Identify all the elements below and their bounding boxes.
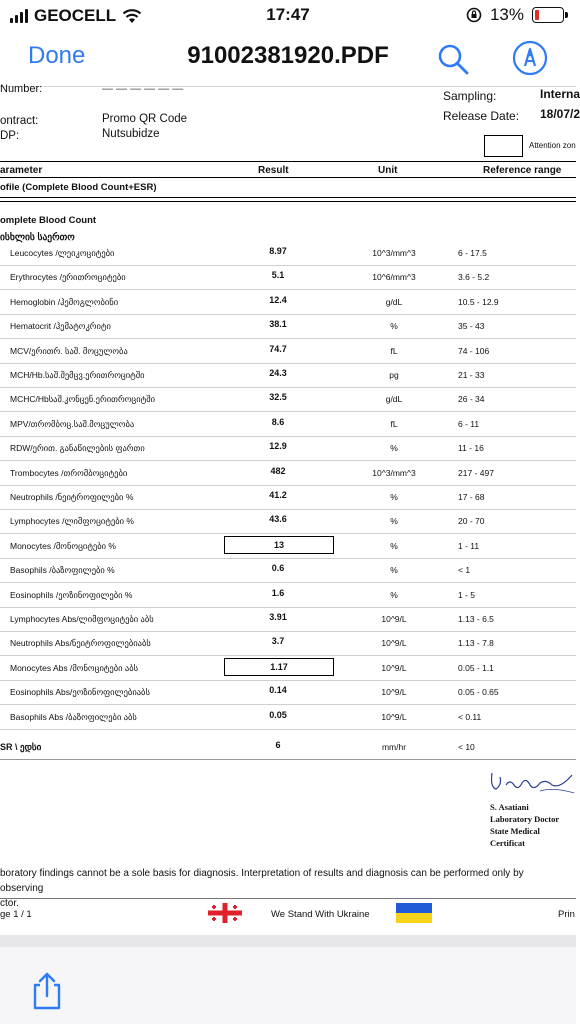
signature-block: [490, 801, 576, 849]
row-reference: 3.6 - 5.2: [458, 272, 490, 283]
doctor-name: S. Asatiani: [490, 802, 529, 812]
col-reference: Reference range: [483, 165, 562, 176]
row-unit: 10^9/L: [381, 687, 407, 698]
row-reference: 11 - 16: [458, 443, 484, 454]
row-parameter: MPV/თრომბოც.საშ.მოცულობა: [10, 418, 135, 429]
contract-label: ontract:: [0, 115, 39, 127]
row-reference: < 1: [458, 565, 471, 576]
row-parameter: RDW/ერით. განაწილების ფართი: [10, 443, 145, 454]
nav-bar: [0, 30, 576, 87]
row-parameter: MCHC/Hbსაშ.კონცენ.ერითროციტში: [10, 394, 156, 405]
row-parameter: Basophils Abs /ბაზოფილები აბს: [10, 711, 137, 722]
battery-icon: [532, 7, 564, 23]
row-parameter: MCH/Hb.საშ.შემცვ.ერითროციტში: [10, 370, 145, 380]
row-result: 1.17: [224, 658, 334, 676]
row-result: 43.6: [269, 514, 287, 525]
row-reference: 20 - 70: [458, 516, 485, 527]
release-date-label: Release Date:: [443, 109, 520, 123]
doctor-certificate: State Medical Certificat: [490, 826, 540, 848]
ukraine-flag-icon: [396, 903, 432, 923]
disclaimer: [0, 866, 560, 911]
divider: [0, 161, 576, 162]
divider: [0, 177, 576, 178]
row-parameter: Hemoglobin /ჰემოგლობინი: [10, 296, 119, 307]
battery-percent: 13%: [489, 5, 524, 24]
row-result: 3.91: [269, 612, 287, 622]
row-reference: 10.5 - 12.9: [458, 296, 499, 307]
table-row: [0, 290, 576, 315]
footer-slogan: We Stand With Ukraine: [271, 909, 370, 920]
row-result: 8.6: [271, 416, 285, 427]
row-parameter: Monocytes /მონოციტები %: [10, 540, 116, 551]
row-result: 1.6: [271, 587, 285, 598]
row-parameter: Hematocrit /ჰემატოკრიტი: [10, 321, 111, 332]
sampling-label: Sampling:: [443, 89, 497, 103]
row-unit: 10^9/L: [381, 662, 407, 673]
row-reference: < 0.11: [458, 711, 482, 722]
row-unit: 10^3/mm^3: [372, 467, 416, 478]
row-unit: 10^9/L: [381, 614, 407, 624]
row-unit: pg: [389, 370, 399, 380]
row-result: 74.7: [269, 343, 287, 354]
table-row: [0, 363, 576, 388]
row-reference: 6 - 11: [458, 418, 480, 429]
row-parameter: Monocytes Abs /მონოციტები აბს: [10, 662, 139, 673]
divider: [0, 197, 576, 198]
row-unit: fL: [390, 418, 398, 429]
table-row: [0, 631, 576, 656]
release-date-value: 18/07/2: [540, 107, 580, 121]
row-parameter: Eosinophils Abs/ეოზინოფილებიაბს: [10, 687, 150, 698]
row-reference: 17 - 68: [458, 492, 485, 502]
sampling-value: Interna: [540, 87, 580, 101]
row-unit: %: [390, 516, 398, 527]
esr-ref: < 10: [458, 742, 475, 752]
row-parameter: Neutrophils Abs/ნეიტროფილებიაბს: [10, 638, 151, 649]
row-result: 12.9: [269, 441, 287, 452]
row-result: 13: [224, 536, 334, 554]
row-unit: %: [390, 492, 398, 502]
row-reference: 0.05 - 1.1: [458, 662, 494, 673]
table-row: [0, 265, 576, 290]
row-parameter: Neutrophils /ნეიტროფილები %: [10, 492, 134, 502]
table-row: [0, 461, 576, 486]
table-row: [0, 680, 576, 705]
table-row: [0, 485, 576, 510]
georgia-flag-icon: [208, 903, 242, 923]
row-unit: 10^3/mm^3: [372, 248, 416, 258]
orientation-lock-icon: [466, 7, 482, 23]
divider: [0, 759, 576, 760]
table-row: [0, 314, 576, 339]
table-row: [0, 339, 576, 364]
divider: [0, 898, 576, 899]
page-gap: [0, 935, 576, 947]
dp-label: DP:: [0, 130, 20, 142]
row-unit: fL: [390, 345, 398, 356]
row-reference: 1.13 - 7.8: [458, 638, 494, 649]
table-row: [0, 412, 576, 437]
row-reference: 1.13 - 6.5: [458, 614, 494, 624]
row-reference: 26 - 34: [458, 394, 485, 405]
search-icon[interactable]: [436, 42, 470, 76]
row-reference: 1 - 11: [458, 540, 480, 551]
document-title: 91002381920.PDF: [187, 42, 389, 69]
row-parameter: Basophils /ბაზოფილები %: [10, 565, 115, 576]
carrier-name: GEOCELL: [34, 6, 117, 25]
footer-print: Prin: [558, 909, 575, 920]
row-reference: 74 - 106: [458, 345, 490, 356]
number-label: Number:: [0, 83, 43, 95]
doctor-role: Laboratory Doctor: [490, 814, 560, 824]
divider: [0, 201, 576, 202]
row-result: 0.6: [271, 563, 285, 574]
row-unit: %: [390, 443, 398, 454]
row-parameter: Eosinophils /ეოზინოფილები %: [10, 589, 133, 600]
row-unit: 10^6/mm^3: [372, 272, 416, 283]
markup-pen-icon[interactable]: [512, 40, 548, 76]
table-row: [0, 241, 576, 266]
row-parameter: MCV/ერითრ. საშ. მოცულობა: [10, 345, 128, 356]
page-number: ge 1 / 1: [0, 909, 32, 920]
col-result: Result: [258, 165, 289, 176]
table-row: [0, 534, 576, 559]
row-result: 8.97: [269, 246, 287, 256]
table-row: [0, 436, 576, 461]
row-result: 482: [270, 465, 286, 476]
col-parameter: arameter: [0, 165, 43, 176]
table-row: [0, 705, 576, 730]
row-unit: 10^9/L: [381, 638, 407, 649]
row-result: 12.4: [269, 294, 287, 305]
row-unit: %: [390, 540, 398, 551]
row-parameter: Lymphocytes Abs/ლიმფოციტები აბს: [10, 614, 154, 624]
table-row: [0, 387, 576, 412]
table-row: [0, 558, 576, 583]
section-subtitle: ისხლის საერთო: [0, 232, 75, 243]
row-result: 32.5: [269, 392, 287, 403]
status-right: [466, 5, 564, 25]
bottom-toolbar: [0, 947, 576, 1024]
pdf-page[interactable]: [0, 83, 580, 935]
dp-value: Nutsubidze: [102, 128, 160, 140]
row-parameter: Leucocytes /ლეიკოციტები: [10, 248, 115, 258]
column-headers: [0, 165, 576, 177]
row-unit: %: [390, 321, 398, 332]
row-unit: %: [390, 565, 398, 576]
row-unit: 10^9/L: [381, 711, 407, 722]
row-result: 0.05: [269, 709, 287, 720]
esr-name: SR \ ედსი: [0, 742, 42, 752]
row-reference: 6 - 17.5: [458, 248, 487, 258]
row-unit: %: [390, 589, 398, 600]
table-row: [0, 656, 576, 681]
table-row: [0, 583, 576, 608]
row-result: 24.3: [269, 368, 287, 378]
row-result: 38.1: [269, 319, 287, 330]
row-reference: 1 - 5: [458, 589, 476, 600]
row-result: 41.2: [269, 490, 287, 500]
table-row: [0, 607, 576, 632]
table-row: [0, 509, 576, 534]
row-result: 3.7: [271, 636, 285, 647]
contract-value: Promo QR Code: [102, 113, 188, 125]
section-title: omplete Blood Count: [0, 215, 97, 226]
attention-label: Attention zon: [529, 141, 576, 150]
row-parameter: Trombocytes /თრომბოციტები: [10, 467, 128, 478]
row-result: 5.1: [271, 270, 285, 281]
row-reference: 35 - 43: [458, 321, 485, 332]
row-reference: 0.05 - 0.65: [458, 687, 499, 698]
row-parameter: Erythrocytes /ერითროციტები: [10, 272, 126, 283]
esr-unit: mm/hr: [381, 742, 407, 752]
disclaimer-line-1: boratory findings cannot be a sole basis for diagnosis. Interpretation of results and diagnosis can be performed only by observing: [0, 868, 524, 894]
done-button[interactable]: Done: [28, 42, 86, 69]
row-reference: 21 - 33: [458, 370, 485, 380]
share-icon[interactable]: [30, 971, 64, 1011]
profile-title: ofile (Complete Blood Count+ESR): [0, 182, 157, 193]
col-unit: Unit: [378, 165, 398, 176]
row-parameter: Lymphocytes /ლიმფოციტები %: [10, 516, 134, 527]
number-value-cut: — — — — — —: [102, 83, 184, 95]
esr-row: [0, 735, 576, 759]
row-reference: 217 - 497: [458, 467, 494, 478]
row-unit: g/dL: [385, 296, 403, 307]
row-result: 0.14: [269, 685, 287, 696]
disclaimer-line-2: ctor.: [0, 898, 19, 909]
clock: 17:47: [266, 5, 310, 24]
row-unit: g/dL: [385, 394, 403, 405]
esr-result: 6: [275, 740, 281, 750]
attention-box: [484, 135, 523, 157]
status-bar: [0, 0, 576, 30]
